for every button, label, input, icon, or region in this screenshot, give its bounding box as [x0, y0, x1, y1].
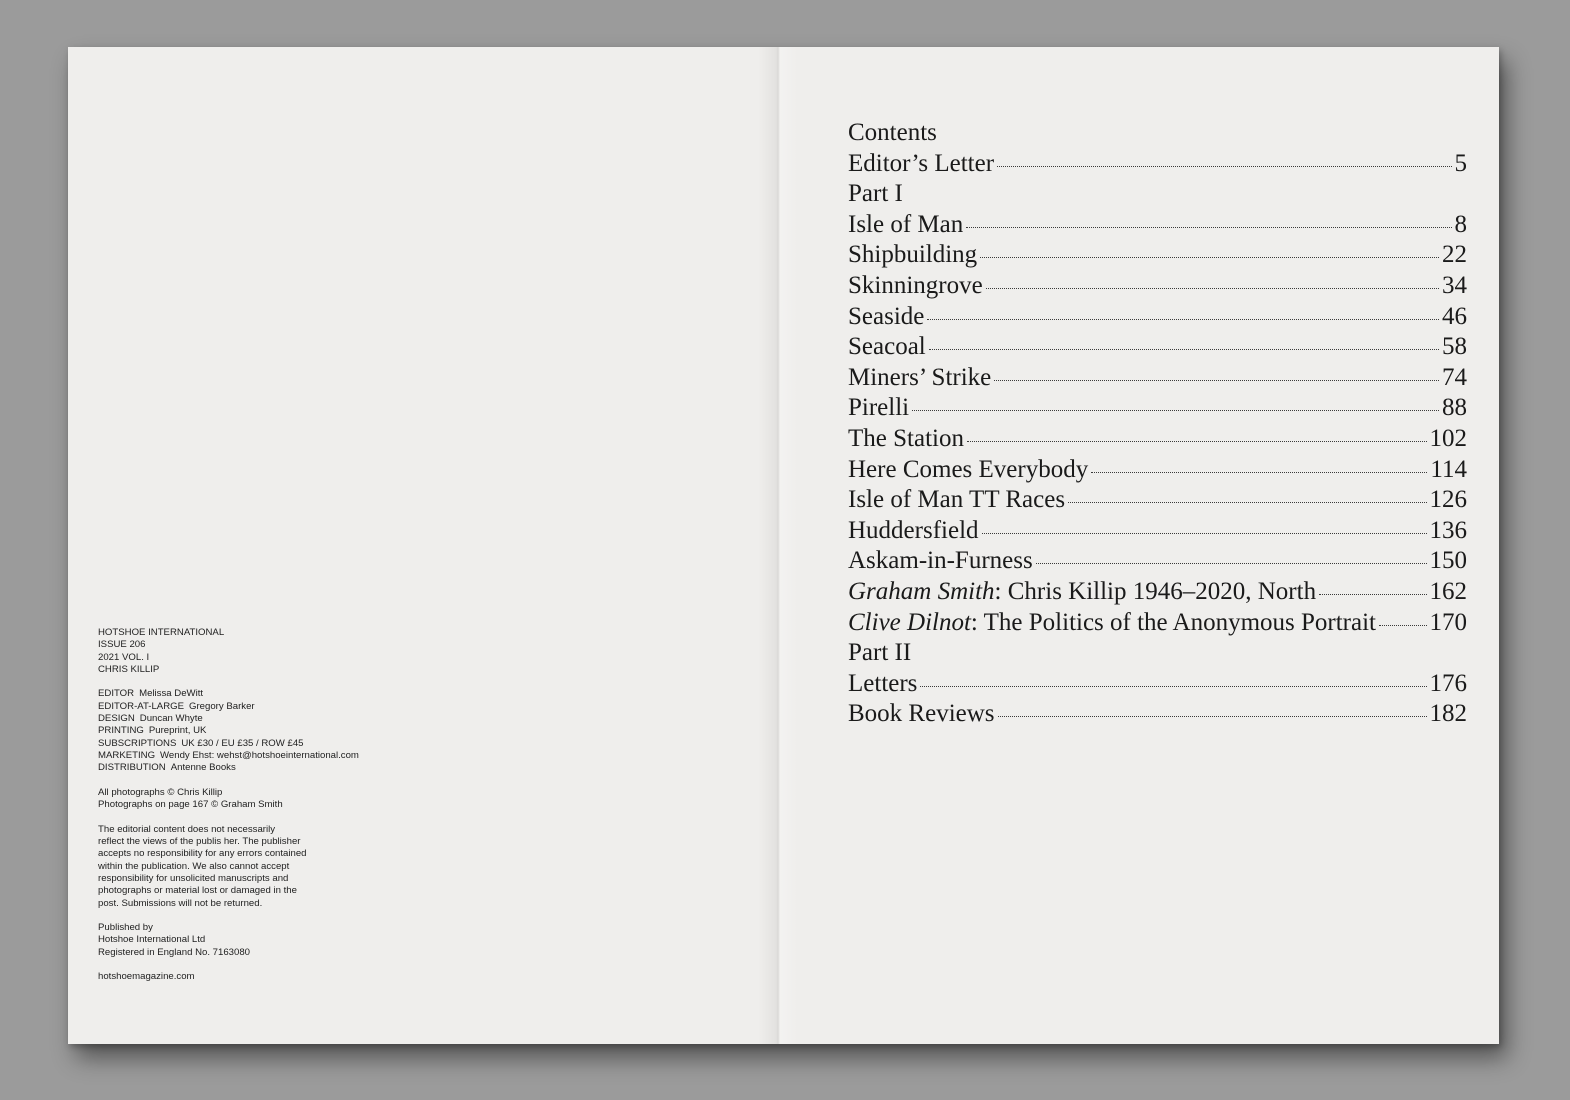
staff-line	[98, 738, 418, 750]
publisher-block	[98, 922, 418, 959]
dot-leader	[966, 227, 1451, 228]
contents-heading: Contents	[848, 119, 937, 146]
staff-value: Wendy Ehst: wehst@hotshoeinternational.com	[160, 749, 359, 761]
magazine-spread	[68, 47, 1499, 1044]
toc-entry-author: Clive Dilnot	[848, 608, 971, 636]
website-block	[98, 971, 418, 983]
staff-role: SUBSCRIPTIONS	[98, 737, 177, 749]
dot-leader	[920, 686, 1426, 687]
toc-entry-page: 150	[1429, 547, 1467, 575]
toc-entry-title: Isle of Man TT Races	[848, 486, 1066, 514]
toc-entry-title: Editor’s Letter	[848, 149, 995, 177]
masthead-block	[98, 627, 418, 676]
toc-entry[interactable]	[848, 240, 1467, 271]
toc-entry[interactable]	[848, 393, 1467, 424]
staff-line	[98, 688, 418, 700]
toc-entry-title: Miners’ Strike	[848, 363, 992, 391]
dot-leader	[1379, 625, 1427, 626]
credits-block	[98, 787, 418, 812]
staff-line	[98, 750, 418, 762]
toc-section-heading: Part II	[848, 639, 912, 667]
disclaimer-line: post. Submissions will not be returned.	[98, 897, 263, 909]
toc-entry-title: Huddersfield	[848, 516, 979, 544]
staff-value: Gregory Barker	[189, 700, 255, 712]
disclaimer-line: photographs or material lost or damaged in the	[98, 885, 297, 897]
toc-entry[interactable]	[848, 516, 1467, 547]
toc-entry-title: The Station	[848, 424, 964, 452]
toc-entry-page: 5	[1454, 149, 1467, 177]
toc-entry-title: Clive Dilnot: The Politics of the Anonymous Portrait	[848, 608, 1376, 636]
toc-entry-title: Seacoal	[848, 333, 926, 361]
page-gutter	[758, 47, 798, 1044]
staff-block	[98, 688, 418, 774]
publisher-line: Published by	[98, 922, 153, 934]
colophon	[98, 627, 418, 996]
staff-role: EDITOR-AT-LARGE	[98, 700, 185, 712]
publisher-line: Registered in England No. 7163080	[98, 946, 251, 958]
staff-value: Antenne Books	[170, 762, 236, 774]
dot-leader	[967, 441, 1427, 442]
toc-entry-page: 114	[1430, 455, 1467, 483]
toc-entry-title: Isle of Man	[848, 210, 964, 238]
dot-leader	[982, 533, 1427, 534]
toc-entry-page: 176	[1429, 669, 1467, 697]
toc-entry[interactable]	[848, 424, 1467, 455]
dot-leader	[1319, 594, 1426, 595]
dot-leader	[927, 319, 1439, 320]
toc-entry-page: 136	[1429, 516, 1467, 544]
toc-entry-title: Here Comes Everybody	[848, 455, 1089, 483]
toc-entry-page: 88	[1442, 394, 1467, 422]
toc-entry-title: Skinningrove	[848, 271, 983, 299]
disclaimer-line: responsibility for unsolicited manuscripts and	[98, 872, 289, 884]
toc-entry-page: 8	[1454, 210, 1467, 238]
website-link[interactable]: hotshoemagazine.com	[98, 971, 195, 983]
credit-line: Photographs on page 167 © Graham Smith	[98, 799, 283, 811]
toc-entry-title: Askam-in-Furness	[848, 547, 1033, 575]
credit-line: All photographs © Chris Killip	[98, 786, 223, 798]
dot-leader	[997, 166, 1451, 167]
disclaimer-line: The editorial content does not necessarily	[98, 823, 276, 835]
staff-value: UK £30 / EU £35 / ROW £45	[181, 737, 304, 749]
toc-entry-title: Seaside	[848, 302, 925, 330]
toc-entry[interactable]	[848, 455, 1467, 486]
staff-line	[98, 701, 418, 713]
table-of-contents	[848, 118, 1467, 730]
masthead-line: ISSUE 206	[98, 639, 146, 651]
toc-entry-page: 22	[1442, 241, 1467, 269]
toc-entry-page: 126	[1429, 486, 1467, 514]
toc-entry-page: 170	[1429, 608, 1467, 636]
dot-leader	[980, 257, 1439, 258]
disclaimer-line: accepts no responsibility for any errors contained	[98, 848, 307, 860]
staff-role: EDITOR	[98, 688, 135, 700]
toc-entry-title: Letters	[848, 669, 918, 697]
disclaimer-line: within the publication. We also cannot accept	[98, 860, 290, 872]
toc-entry[interactable]	[848, 210, 1467, 241]
masthead-line: HOTSHOE INTERNATIONAL	[98, 627, 225, 638]
toc-entry[interactable]	[848, 608, 1467, 639]
toc-entry-page: 74	[1442, 363, 1467, 391]
toc-entry[interactable]	[848, 577, 1467, 608]
staff-value: Melissa DeWitt	[139, 688, 204, 700]
toc-entry-title: Shipbuilding	[848, 241, 978, 269]
toc-entry-page: 46	[1442, 302, 1467, 330]
toc-entry[interactable]	[848, 699, 1467, 730]
dot-leader	[986, 288, 1439, 289]
publisher-line: Hotshoe International Ltd	[98, 934, 206, 946]
staff-line	[98, 725, 418, 737]
masthead-line: CHRIS KILLIP	[98, 663, 160, 675]
toc-entry-page: 102	[1429, 424, 1467, 452]
toc-entry-page: 162	[1429, 577, 1467, 605]
toc-entry[interactable]	[848, 302, 1467, 333]
toc-entry[interactable]	[848, 149, 1467, 180]
toc-entry[interactable]	[848, 546, 1467, 577]
toc-entry[interactable]	[848, 669, 1467, 700]
toc-entry-page: 58	[1442, 333, 1467, 361]
toc-entry[interactable]	[848, 485, 1467, 516]
staff-line	[98, 762, 418, 774]
dot-leader	[929, 349, 1439, 350]
masthead-line: 2021 VOL. I	[98, 651, 150, 663]
dot-leader	[1091, 472, 1427, 473]
toc-entry-page: 34	[1442, 271, 1467, 299]
toc-entry-title: Pirelli	[848, 394, 910, 422]
staff-role: MARKETING	[98, 749, 156, 761]
toc-entry[interactable]	[848, 332, 1467, 363]
disclaimer-block	[98, 824, 418, 910]
dot-leader	[912, 410, 1439, 411]
staff-line	[98, 713, 418, 725]
toc-entry-title: Book Reviews	[848, 700, 995, 728]
toc-section-heading: Part I	[848, 180, 903, 208]
staff-value: Duncan Whyte	[139, 713, 203, 725]
toc-entry[interactable]	[848, 271, 1467, 302]
dot-leader	[998, 716, 1427, 717]
disclaimer-line: reflect the views of the publis her. The publisher	[98, 836, 301, 848]
toc-entry-page: 182	[1429, 700, 1467, 728]
dot-leader	[1068, 502, 1426, 503]
staff-role: DISTRIBUTION	[98, 762, 166, 774]
staff-value: Pureprint, UK	[148, 725, 207, 737]
toc-entry-author: Graham Smith	[848, 577, 995, 605]
staff-role: DESIGN	[98, 713, 135, 725]
staff-role: PRINTING	[98, 725, 144, 737]
dot-leader	[994, 380, 1439, 381]
dot-leader	[1036, 563, 1427, 564]
toc-entry[interactable]	[848, 363, 1467, 394]
toc-entry-title: Graham Smith: Chris Killip 1946–2020, North	[848, 577, 1317, 605]
